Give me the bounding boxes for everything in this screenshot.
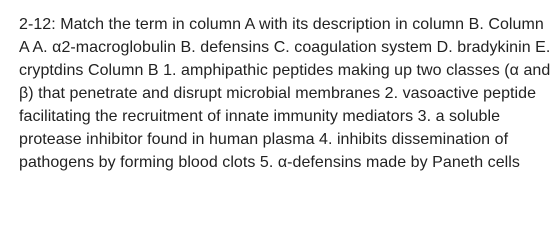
question-text: 2-12: Match the term in column A with its description in column B. Column A A. α2-macroglobulin B. defensins C. coagulation system D. bradykinin E. cryptdins Column B 1. amphipathic peptides making up two classes (α and β) that penetrate and disrupt microbial membranes 2. vasoactive peptide facilitating the recruitment of innate immunity mediators 3. a soluble protease inhibitor found in human plasma 4. inhibits dissemination of pathogens by forming blood clots 5. α-defensins made by Paneth cells xyxy=(19,16,551,171)
